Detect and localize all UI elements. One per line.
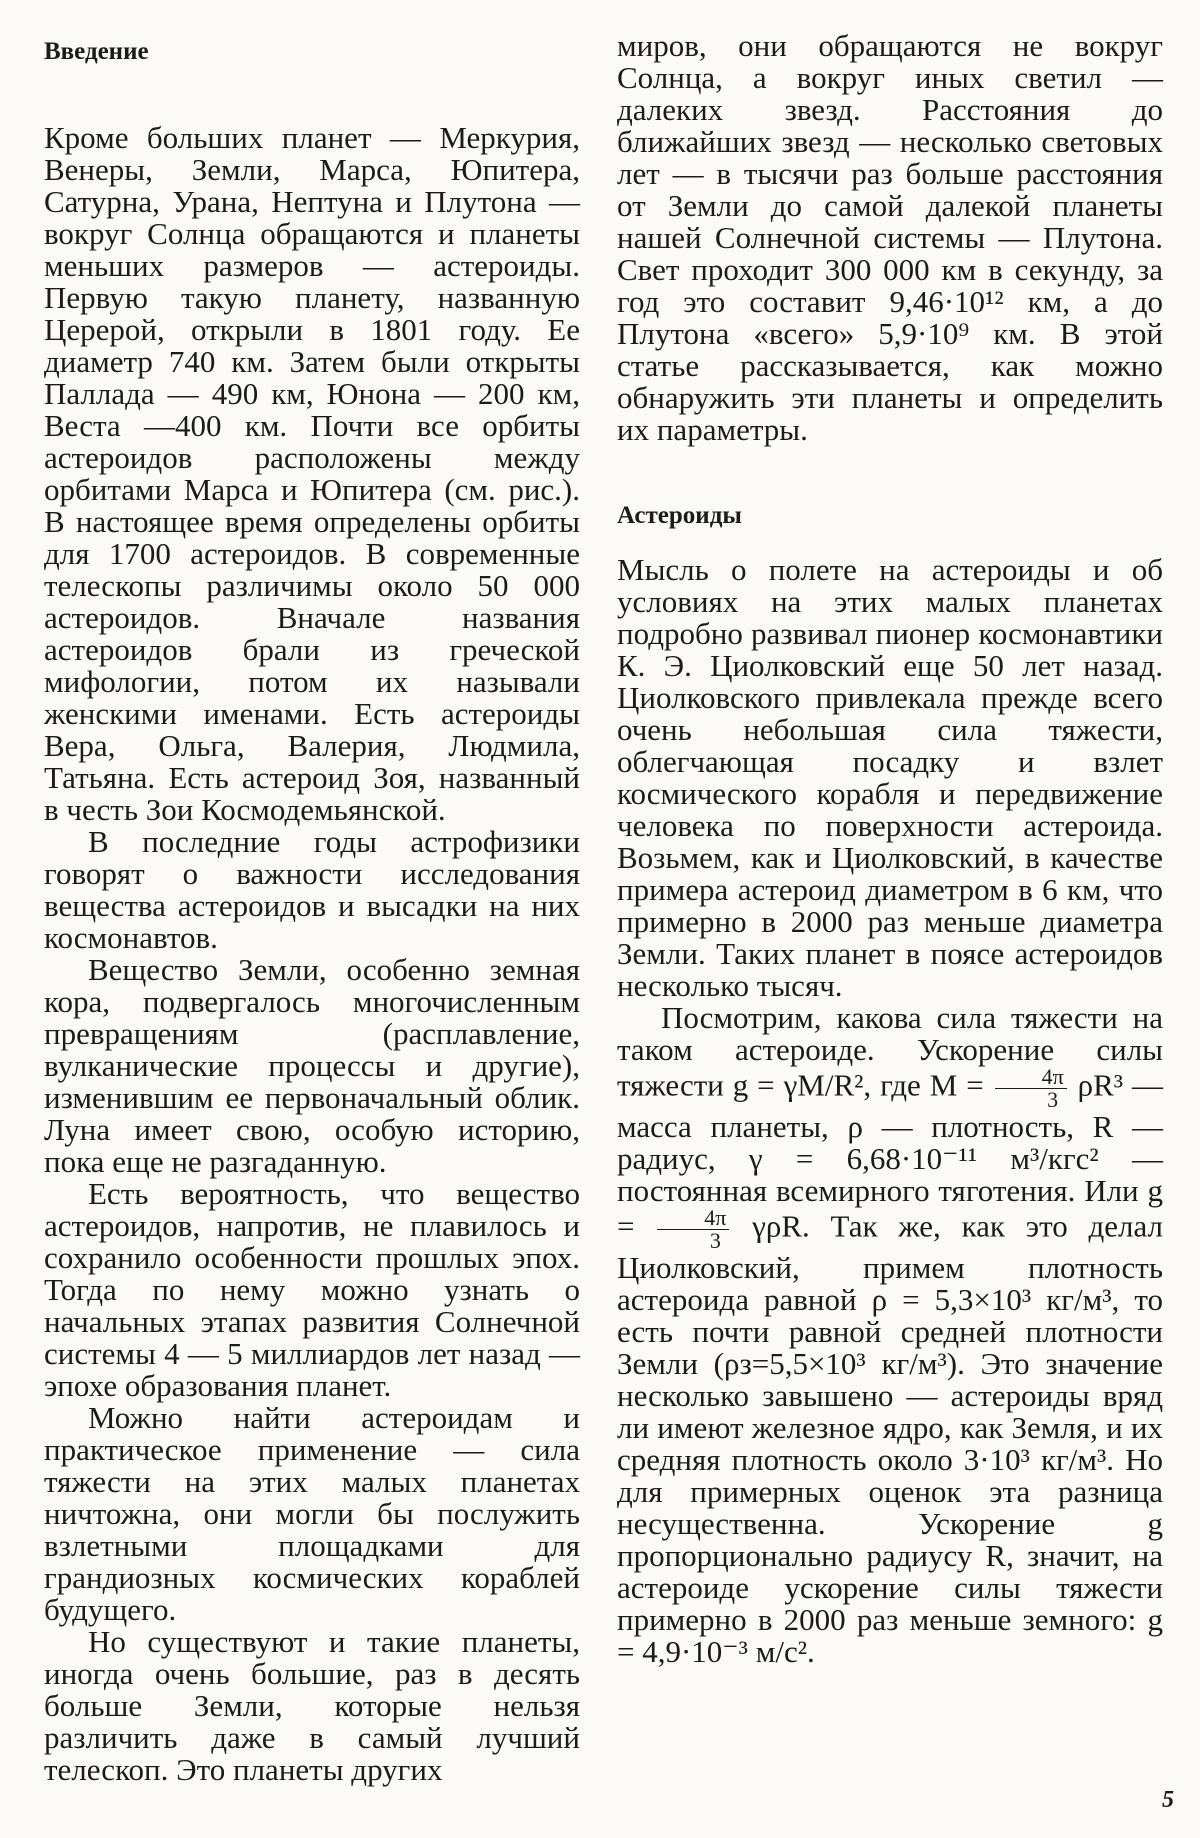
paragraph: Мысль о полете на астероиды и об условиях на этих малых планетах подробно развивал пионер космонавтики К. Э. Циолковский еще 50 лет назад. Циолковского привлекала прежде всего очень небольшая сила тяжести, облегчающая посадку и взлет космического корабля и передвижение человека по поверхности астероида. Возьмем, как и Циолковский, в качестве примера астероид диаметром в 6 км, что примерно в 2000 раз меньше диаметра Земли. Таких планет в поясе астероидов несколько тысяч. (617, 552, 1163, 1003)
fraction (657, 1207, 729, 1252)
section-heading-introduction: Введение (44, 38, 149, 65)
section-heading-asteroids: Астероиды (617, 502, 742, 529)
text-run: Посмотрим, какова сила тяжести на таком астероиде. Ускорение силы тяжести g = γM/R², где M = (617, 1000, 1163, 1103)
paragraph: Вещество Земли, особенно земная кора, подвергалось многочисленным превращениям (расплавление, вулканические процессы и другие), изменившим ее первоначальный облик. Луна имеет свою, особую историю, пока еще не разгаданную. (44, 952, 580, 1179)
fraction-numerator: 4π (657, 1207, 729, 1230)
text-run: γρR. Так же, как это делал Циолковский, примем плотность астероида равной ρ = 5,3×10³ кг/м³, то есть почти равной средней плотности Земли (ρз=5,5×10³ кг/м³). Это значение несколько завышено — астероиды вряд ли имеют железное ядро, как Земля, и их средняя плотность около 3·10³ кг/м³. Но для примерных оценок эта разница несущественна. Ускорение g пропорционально радиусу R, значит, на астероиде ускорение силы тяжести примерно в 2000 раз меньше земного: g = 4,9·10⁻³ м/с². (617, 1208, 1163, 1669)
paragraph: В последние годы астрофизики говорят о важности исследования вещества астероидов и высадки на них космонавтов. (44, 824, 580, 955)
fraction (995, 1066, 1067, 1111)
paragraph: Есть вероятность, что вещество астероидов, напротив, не плавилось и сохранило особенности прошлых эпох. Тогда по нему можно узнать о начальных этапах развития Солнечной системы 4 — 5 миллиардов лет назад — эпохе образования планет. (44, 1176, 580, 1403)
paragraph: Но существуют и такие планеты, иногда очень большие, раз в десять больше Земли, которые нельзя различить даже в самый лучший телескоп. Это планеты других (44, 1624, 580, 1787)
fraction-denominator: 3 (1047, 1087, 1059, 1112)
fraction-numerator: 4π (995, 1066, 1067, 1089)
paragraph: Можно найти астероидам и практическое применение — сила тяжести на этих малых планетах ничтожна, они могли бы послужить взлетными площадками для грандиозных космических кораблей будущего. (44, 1400, 580, 1627)
page-number: 5 (1162, 1787, 1174, 1813)
paragraph: Кроме больших планет — Меркурия, Венеры, Земли, Марса, Юпитера, Сатурна, Урана, Нептуна и Плутона — вокруг Солнца обращаются и планеты меньших размеров — астероиды. Первую такую планету, названную Церерой, открыли в 1801 году. Ее диаметр 740 км. Затем были открыты Паллада — 490 км, Юнона — 200 км, Веста —400 км. Почти все орбиты астероидов расположены между орбитами Марса и Юпитера (см. рис.). В настоящее время определены орбиты для 1700 астероидов. В современные телескопы различимы около 50 000 астероидов. Вначале названия астероидов брали из греческой мифологии, потом их называли женскими именами. Есть астероиды Вера, Ольга, Валерия, Людмила, Татьяна. Есть астероид Зоя, названный в честь Зои Космодемьянской. (44, 120, 580, 827)
paragraph-gravity-formula (617, 1002, 1163, 1668)
left-column (44, 30, 580, 1786)
text-run: ρR³ — масса планеты, ρ — плотность, R — радиус, γ = 6,68·10⁻¹¹ м³/кгс² — постоянная всемирного тяготения. Или g = (617, 1067, 1163, 1244)
paragraph-continuation: миров, они обращаются не вокруг Солнца, а вокруг иных светил — далеких звезд. Расстояния до ближайших звезд — несколько световых лет — в тысячи раз больше расстояния от Земли до самой далекой планеты нашей Солнечной системы — Плутона. Свет проходит 300 000 км в секунду, за год это составит 9,46·10¹² км, а до Плутона «всего» 5,9·10⁹ км. В этой статье рассказывается, как можно обнаружить эти планеты и определить их параметры. (617, 28, 1163, 447)
right-column (617, 30, 1163, 1668)
fraction-denominator: 3 (709, 1228, 721, 1253)
